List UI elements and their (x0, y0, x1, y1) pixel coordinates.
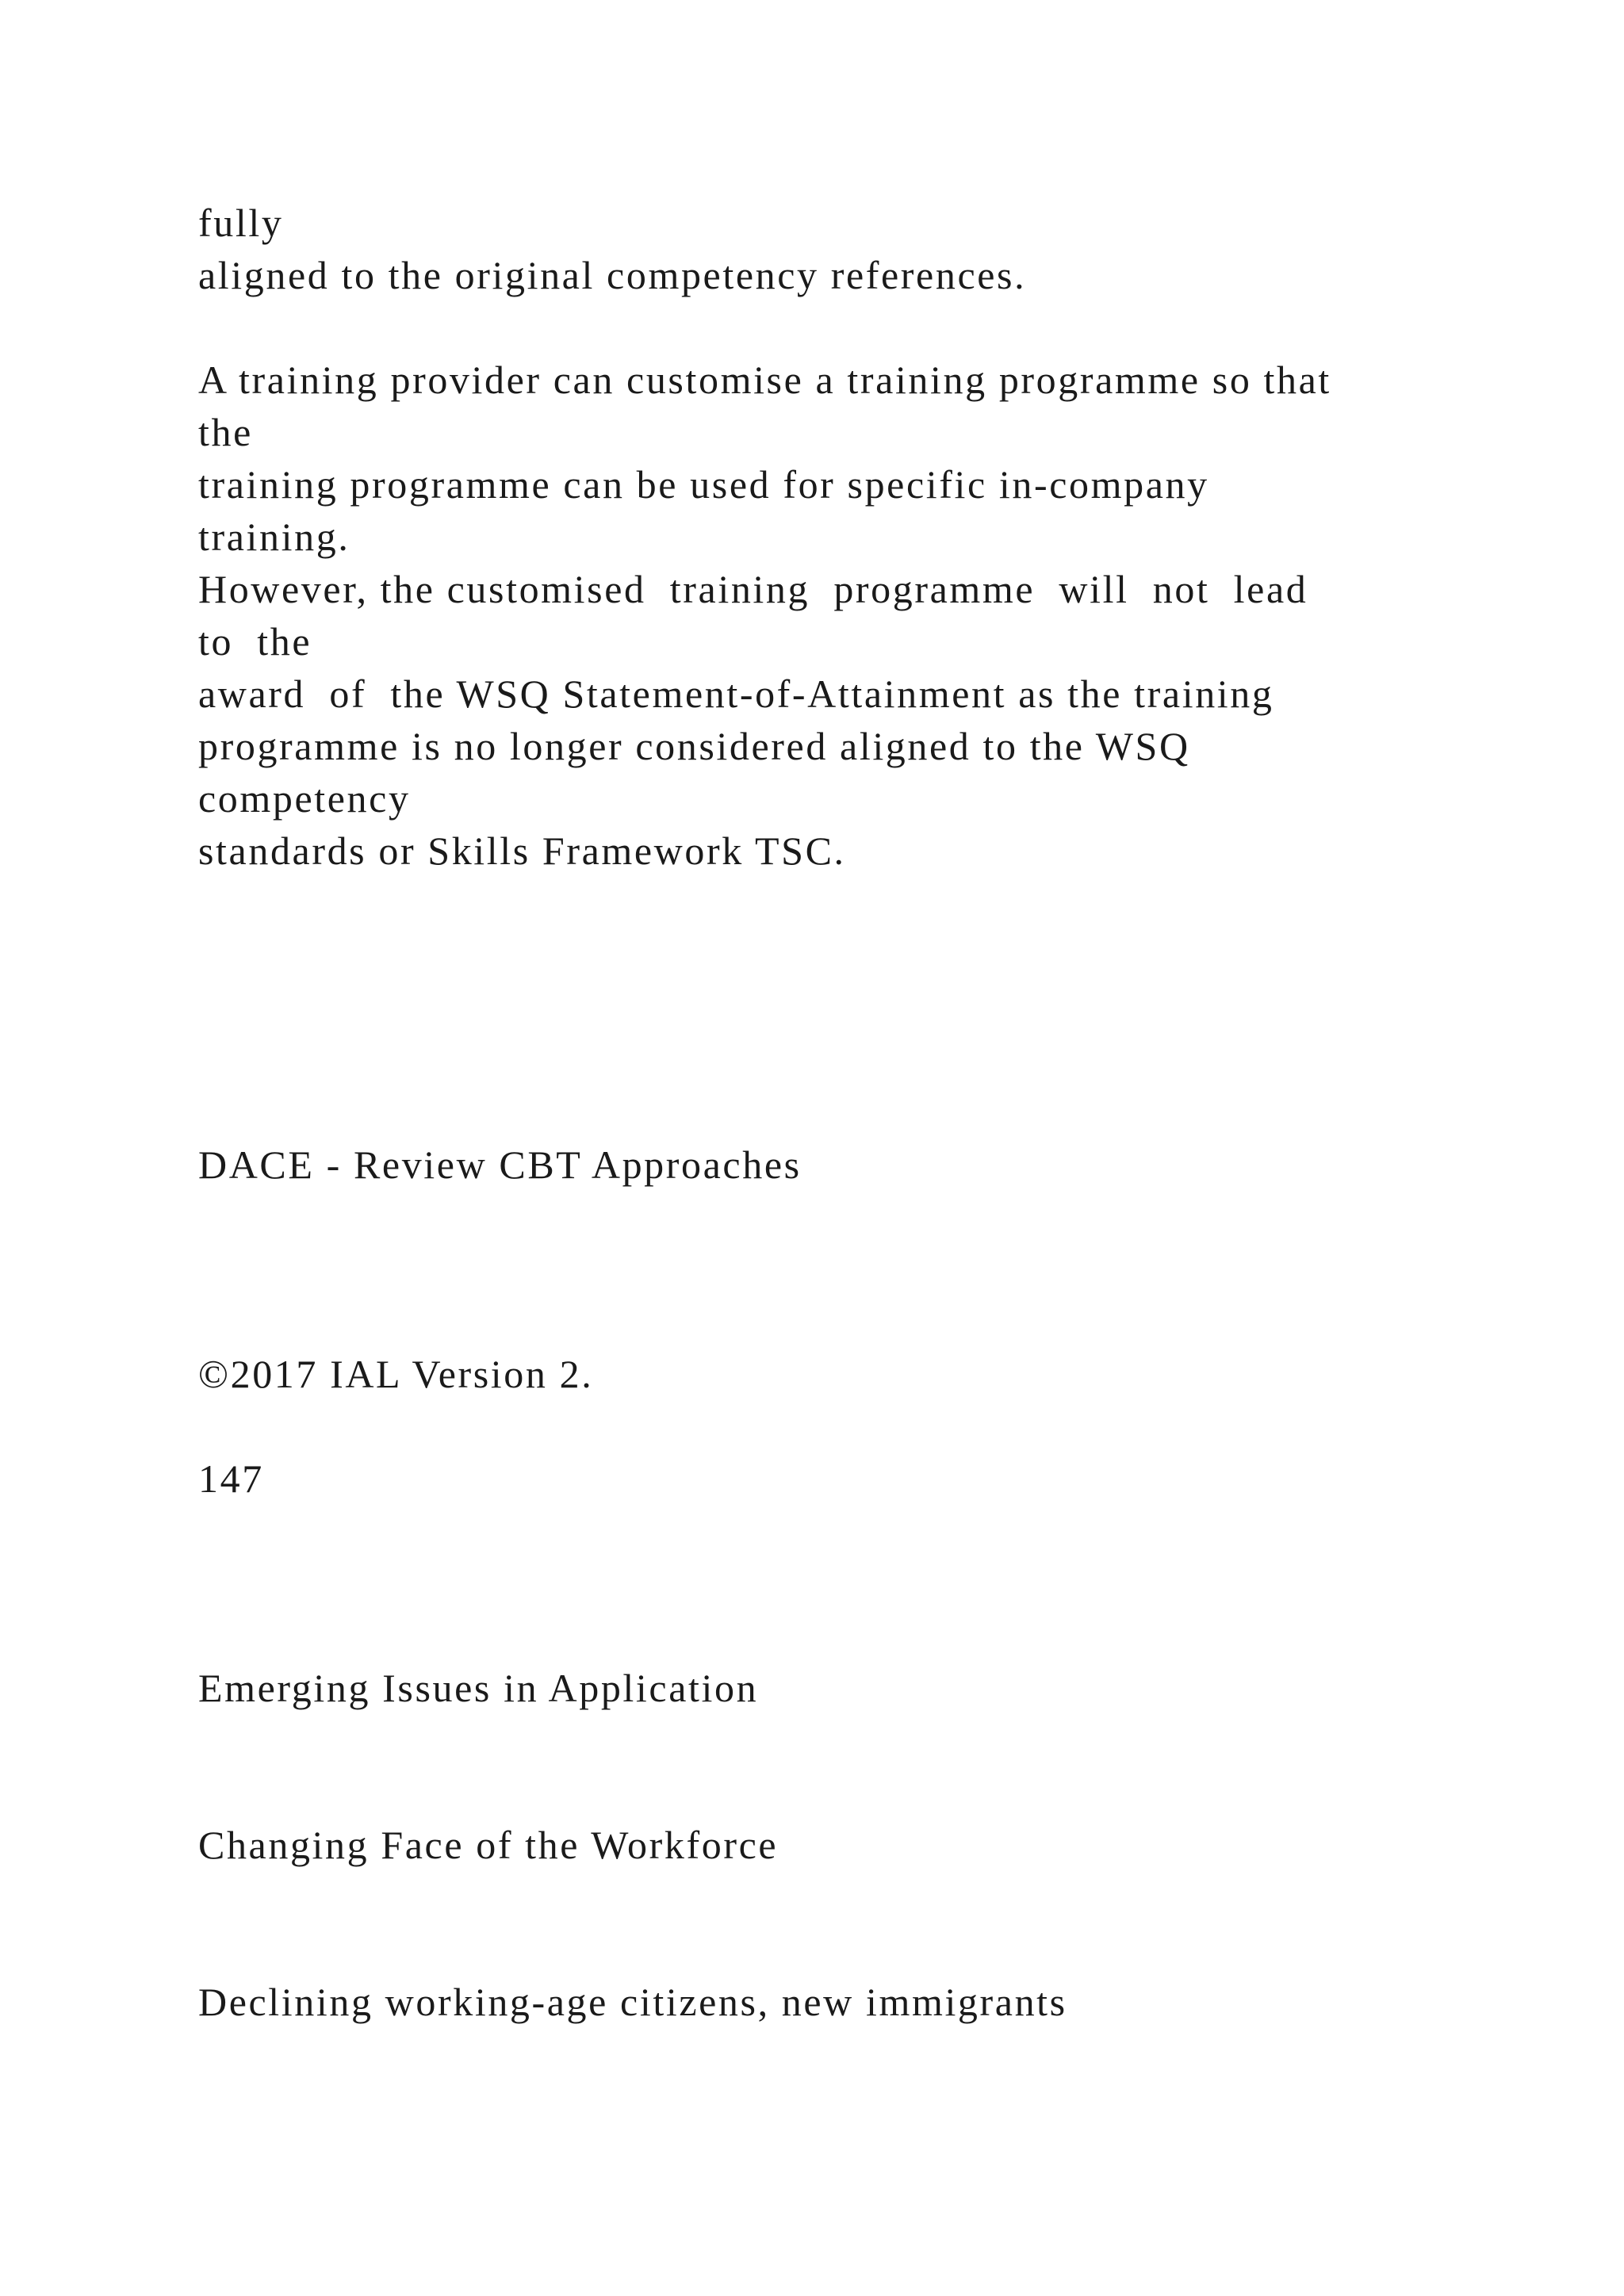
text-line: standards or Skills Framework TSC. (198, 828, 846, 873)
text-line: to the (198, 619, 312, 664)
copyright-text: ©2017 IAL Version 2. (198, 1352, 594, 1396)
text-line: competency (198, 776, 411, 821)
text-line: A training provider can customise a training programme so that (198, 358, 1331, 402)
text-line: award of the WSQ Statement-of-Attainment as the training (198, 672, 1274, 716)
page-number: 147 (198, 1456, 264, 1501)
text-line: programme is no longer considered aligned to the WSQ (198, 724, 1190, 768)
text-line: the (198, 410, 253, 454)
text-line: training. (198, 515, 350, 559)
footer-title: DACE - Review CBT Approaches (198, 1142, 802, 1187)
text-line: However, the customised training programme will not lead (198, 567, 1308, 611)
text-line: fully (198, 201, 284, 245)
text-line: training programme can be used for specific in-company (198, 462, 1209, 507)
body-text: Declining working-age citizens, new immigrants (198, 1980, 1067, 2024)
section-heading: Emerging Issues in Application (198, 1666, 759, 1710)
section-subheading: Changing Face of the Workforce (198, 1823, 779, 1867)
text-line: aligned to the original competency references. (198, 253, 1027, 297)
